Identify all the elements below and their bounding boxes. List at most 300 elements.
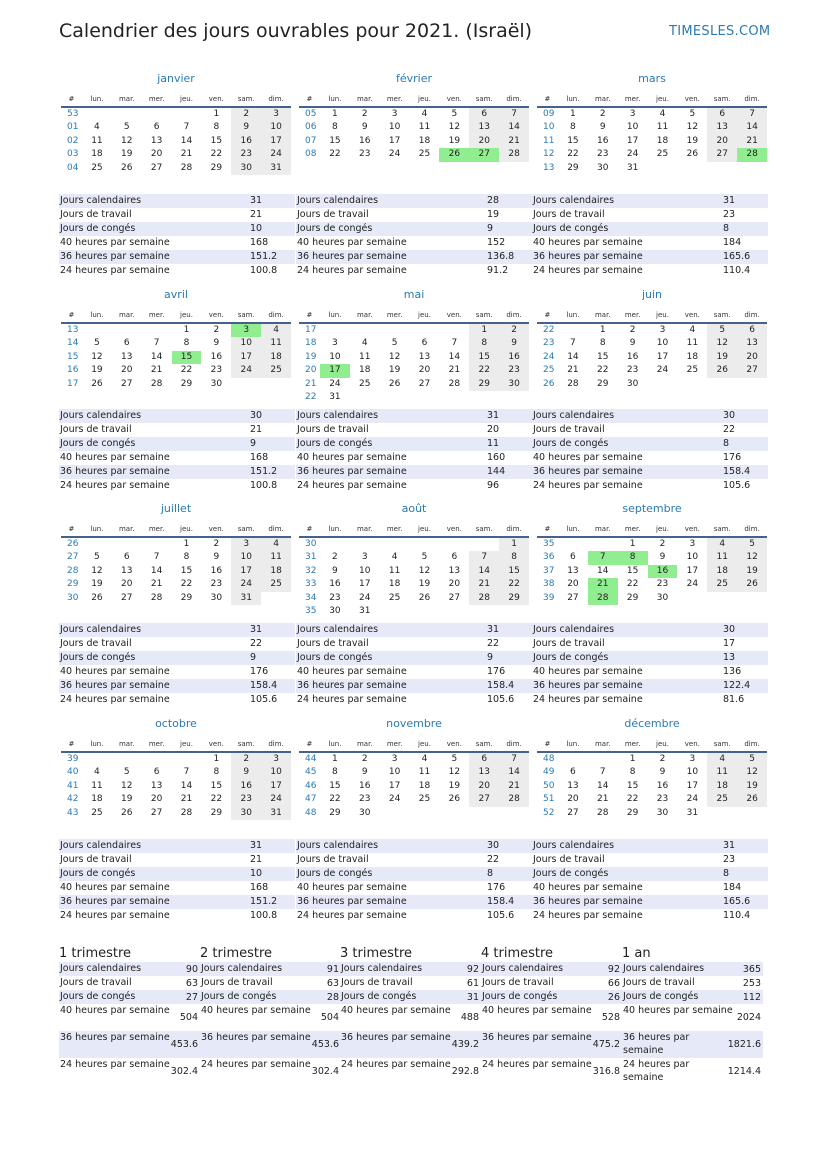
day-cell[interactable]: 26 [121, 162, 133, 173]
day-cell[interactable]: 27 [469, 793, 499, 806]
day-cell[interactable]: 16 [359, 780, 371, 791]
day-cell[interactable]: 2 [213, 325, 220, 335]
day-cell[interactable]: 6 [421, 338, 428, 349]
day-cell[interactable]: 21 [567, 365, 579, 376]
day-cell[interactable]: 25 [707, 793, 737, 806]
day-cell[interactable]: 12 [121, 780, 133, 791]
day-cell[interactable]: 10 [686, 552, 699, 563]
day-cell[interactable] [499, 391, 529, 404]
day-cell[interactable]: 13 [567, 565, 579, 576]
day-cell[interactable]: 14 [180, 135, 193, 146]
day-cell[interactable]: 9 [499, 337, 529, 350]
day-cell[interactable]: 19 [707, 351, 737, 364]
day-cell[interactable] [737, 378, 767, 391]
day-cell[interactable]: 4 [707, 538, 737, 551]
day-cell[interactable]: 17 [388, 780, 401, 791]
day-cell[interactable]: 29 [210, 162, 223, 173]
day-cell[interactable]: 4 [261, 538, 291, 551]
day-cell[interactable] [469, 605, 499, 618]
day-cell[interactable]: 27 [737, 364, 767, 377]
day-cell[interactable]: 3 [659, 325, 666, 335]
day-cell[interactable]: 7 [588, 551, 618, 564]
day-cell[interactable]: 21 [737, 135, 767, 148]
day-cell[interactable]: 16 [329, 579, 341, 590]
day-cell[interactable] [439, 807, 469, 820]
day-cell[interactable] [677, 592, 707, 605]
day-cell[interactable]: 8 [213, 767, 220, 778]
day-cell[interactable]: 11 [418, 122, 431, 133]
day-cell[interactable]: 31 [359, 605, 371, 616]
day-cell[interactable] [558, 753, 588, 766]
day-cell[interactable] [82, 108, 112, 121]
day-cell[interactable]: 4 [261, 324, 291, 337]
day-cell[interactable]: 22 [567, 149, 579, 160]
day-cell[interactable]: 13 [469, 121, 499, 134]
day-cell[interactable]: 21 [448, 365, 461, 376]
day-cell[interactable]: 23 [597, 149, 609, 160]
day-cell[interactable]: 15 [469, 351, 499, 364]
day-cell[interactable]: 26 [448, 794, 461, 805]
day-cell[interactable]: 4 [94, 122, 100, 133]
day-cell[interactable] [677, 378, 707, 391]
day-cell[interactable]: 19 [737, 780, 767, 793]
day-cell[interactable]: 5 [391, 338, 398, 349]
day-cell[interactable]: 3 [332, 338, 338, 349]
day-cell[interactable]: 17 [626, 135, 639, 146]
day-cell[interactable]: 13 [121, 351, 133, 362]
day-cell[interactable]: 30 [656, 592, 669, 603]
day-cell[interactable]: 15 [172, 351, 202, 364]
day-cell[interactable]: 8 [332, 122, 338, 133]
day-cell[interactable]: 30 [499, 378, 529, 391]
day-cell[interactable]: 7 [153, 338, 160, 349]
day-cell[interactable]: 28 [737, 148, 767, 161]
day-cell[interactable]: 6 [707, 108, 737, 121]
day-cell[interactable]: 17 [320, 364, 350, 377]
day-cell[interactable]: 12 [418, 565, 431, 576]
day-cell[interactable]: 29 [469, 378, 499, 391]
day-cell[interactable]: 7 [469, 551, 499, 564]
day-cell[interactable]: 11 [707, 551, 737, 564]
day-cell[interactable]: 28 [150, 592, 163, 603]
day-cell[interactable]: 10 [261, 121, 291, 134]
day-cell[interactable] [707, 378, 737, 391]
day-cell[interactable]: 12 [121, 135, 133, 146]
day-cell[interactable]: 7 [183, 122, 190, 133]
day-cell[interactable] [350, 324, 380, 337]
day-cell[interactable] [558, 538, 588, 551]
day-cell[interactable]: 24 [231, 578, 261, 591]
day-cell[interactable]: 28 [180, 807, 193, 818]
day-cell[interactable]: 20 [150, 794, 163, 805]
day-cell[interactable] [499, 605, 529, 618]
day-cell[interactable]: 19 [121, 149, 133, 160]
day-cell[interactable]: 12 [91, 351, 103, 362]
day-cell[interactable]: 12 [707, 337, 737, 350]
day-cell[interactable]: 21 [180, 794, 193, 805]
day-cell[interactable] [439, 538, 469, 551]
day-cell[interactable] [410, 391, 440, 404]
day-cell[interactable]: 7 [737, 108, 767, 121]
day-cell[interactable]: 29 [626, 592, 639, 603]
day-cell[interactable]: 14 [597, 565, 609, 576]
day-cell[interactable]: 21 [469, 578, 499, 591]
day-cell[interactable]: 5 [94, 338, 100, 349]
day-cell[interactable]: 12 [737, 766, 767, 779]
day-cell[interactable]: 3 [231, 324, 261, 337]
day-cell[interactable]: 12 [91, 565, 103, 576]
day-cell[interactable]: 4 [707, 753, 737, 766]
day-cell[interactable] [469, 391, 499, 404]
day-cell[interactable]: 18 [261, 565, 291, 578]
day-cell[interactable] [112, 324, 142, 337]
day-cell[interactable]: 30 [359, 807, 371, 818]
day-cell[interactable] [410, 538, 440, 551]
day-cell[interactable]: 8 [499, 551, 529, 564]
day-cell[interactable]: 15 [499, 565, 529, 578]
day-cell[interactable]: 25 [91, 807, 103, 818]
day-cell[interactable]: 3 [391, 754, 398, 764]
day-cell[interactable]: 9 [231, 121, 261, 134]
day-cell[interactable]: 20 [707, 135, 737, 148]
day-cell[interactable]: 6 [469, 108, 499, 121]
day-cell[interactable]: 24 [359, 592, 371, 603]
day-cell[interactable]: 27 [448, 592, 461, 603]
day-cell[interactable]: 23 [626, 365, 639, 376]
day-cell[interactable] [380, 605, 410, 618]
day-cell[interactable]: 2 [499, 324, 529, 337]
day-cell[interactable]: 2 [659, 539, 666, 549]
day-cell[interactable]: 12 [388, 351, 401, 362]
day-cell[interactable]: 17 [231, 565, 261, 578]
day-cell[interactable]: 10 [388, 767, 401, 778]
day-cell[interactable] [737, 592, 767, 605]
day-cell[interactable]: 9 [659, 767, 666, 778]
day-cell[interactable]: 14 [567, 351, 579, 362]
day-cell[interactable]: 10 [231, 337, 261, 350]
day-cell[interactable]: 9 [213, 552, 220, 563]
day-cell[interactable]: 13 [418, 351, 431, 362]
day-cell[interactable]: 20 [469, 780, 499, 793]
brand-link[interactable]: TIMESLES.COM [669, 24, 771, 39]
day-cell[interactable] [439, 391, 469, 404]
day-cell[interactable]: 31 [626, 162, 639, 173]
day-cell[interactable]: 23 [656, 579, 669, 590]
day-cell[interactable]: 6 [153, 767, 160, 778]
day-cell[interactable]: 29 [180, 592, 193, 603]
day-cell[interactable]: 20 [567, 794, 579, 805]
day-cell[interactable]: 14 [597, 780, 609, 791]
day-cell[interactable]: 20 [737, 351, 767, 364]
day-cell[interactable]: 16 [359, 135, 371, 146]
day-cell[interactable]: 3 [361, 552, 368, 563]
day-cell[interactable] [410, 324, 440, 337]
day-cell[interactable]: 28 [448, 378, 461, 389]
day-cell[interactable]: 15 [329, 780, 341, 791]
day-cell[interactable]: 28 [567, 378, 579, 389]
day-cell[interactable]: 1 [629, 754, 636, 764]
day-cell[interactable]: 26 [707, 364, 737, 377]
day-cell[interactable] [648, 162, 678, 175]
day-cell[interactable] [142, 324, 172, 337]
day-cell[interactable]: 16 [210, 565, 223, 576]
day-cell[interactable]: 30 [231, 162, 261, 175]
day-cell[interactable]: 19 [418, 579, 431, 590]
day-cell[interactable]: 8 [618, 551, 648, 564]
day-cell[interactable]: 6 [737, 324, 767, 337]
day-cell[interactable]: 11 [261, 551, 291, 564]
day-cell[interactable]: 6 [123, 552, 130, 563]
day-cell[interactable]: 8 [332, 767, 338, 778]
day-cell[interactable]: 16 [231, 780, 261, 793]
day-cell[interactable]: 19 [448, 135, 461, 146]
day-cell[interactable] [82, 538, 112, 551]
day-cell[interactable]: 28 [499, 793, 529, 806]
day-cell[interactable]: 16 [626, 351, 639, 362]
day-cell[interactable]: 30 [597, 162, 609, 173]
day-cell[interactable]: 6 [570, 767, 576, 778]
day-cell[interactable]: 21 [588, 578, 618, 591]
day-cell[interactable] [350, 391, 380, 404]
day-cell[interactable]: 3 [689, 754, 696, 764]
day-cell[interactable]: 19 [91, 365, 103, 376]
day-cell[interactable]: 11 [656, 122, 669, 133]
day-cell[interactable]: 29 [180, 378, 193, 389]
day-cell[interactable]: 8 [599, 338, 606, 349]
day-cell[interactable]: 23 [210, 579, 223, 590]
day-cell[interactable]: 20 [469, 135, 499, 148]
day-cell[interactable]: 14 [448, 351, 461, 362]
day-cell[interactable]: 2 [599, 109, 606, 119]
day-cell[interactable] [558, 324, 588, 337]
day-cell[interactable]: 17 [388, 135, 401, 146]
day-cell[interactable]: 28 [180, 162, 193, 173]
day-cell[interactable]: 16 [656, 780, 669, 791]
day-cell[interactable]: 15 [180, 565, 193, 576]
day-cell[interactable]: 26 [388, 378, 401, 389]
day-cell[interactable]: 14 [150, 351, 163, 362]
day-cell[interactable]: 25 [359, 378, 371, 389]
day-cell[interactable] [737, 807, 767, 820]
day-cell[interactable]: 29 [626, 807, 639, 818]
day-cell[interactable]: 5 [689, 109, 696, 119]
day-cell[interactable]: 1 [599, 325, 606, 335]
day-cell[interactable]: 11 [707, 766, 737, 779]
day-cell[interactable]: 10 [359, 565, 371, 576]
day-cell[interactable] [172, 753, 202, 766]
day-cell[interactable]: 1 [469, 324, 499, 337]
day-cell[interactable]: 31 [329, 391, 341, 402]
day-cell[interactable]: 10 [231, 551, 261, 564]
day-cell[interactable]: 11 [91, 780, 103, 791]
day-cell[interactable]: 2 [231, 108, 261, 121]
day-cell[interactable]: 1 [213, 109, 220, 119]
day-cell[interactable]: 24 [329, 378, 341, 389]
day-cell[interactable] [469, 538, 499, 551]
day-cell[interactable]: 6 [451, 552, 458, 563]
day-cell[interactable]: 5 [451, 109, 458, 119]
day-cell[interactable]: 10 [261, 766, 291, 779]
day-cell[interactable]: 27 [150, 162, 163, 173]
day-cell[interactable]: 11 [359, 351, 371, 362]
day-cell[interactable]: 23 [231, 148, 261, 161]
day-cell[interactable]: 14 [469, 565, 499, 578]
day-cell[interactable]: 26 [91, 378, 103, 389]
day-cell[interactable]: 26 [737, 578, 767, 591]
day-cell[interactable]: 3 [261, 753, 291, 766]
day-cell[interactable]: 15 [626, 780, 639, 791]
day-cell[interactable] [172, 108, 202, 121]
day-cell[interactable]: 19 [737, 565, 767, 578]
day-cell[interactable]: 4 [421, 109, 428, 119]
day-cell[interactable] [707, 592, 737, 605]
day-cell[interactable]: 27 [469, 148, 499, 161]
day-cell[interactable]: 18 [418, 780, 431, 791]
day-cell[interactable]: 7 [599, 767, 606, 778]
day-cell[interactable]: 17 [359, 579, 371, 590]
day-cell[interactable]: 2 [231, 753, 261, 766]
day-cell[interactable] [112, 108, 142, 121]
day-cell[interactable] [142, 108, 172, 121]
day-cell[interactable]: 19 [686, 135, 699, 146]
day-cell[interactable]: 24 [656, 365, 669, 376]
day-cell[interactable]: 27 [150, 807, 163, 818]
day-cell[interactable]: 23 [231, 793, 261, 806]
day-cell[interactable]: 1 [213, 754, 220, 764]
day-cell[interactable] [261, 592, 291, 605]
day-cell[interactable]: 27 [707, 148, 737, 161]
day-cell[interactable]: 28 [499, 148, 529, 161]
day-cell[interactable]: 30 [626, 378, 639, 389]
day-cell[interactable]: 2 [659, 754, 666, 764]
day-cell[interactable]: 7 [153, 552, 160, 563]
day-cell[interactable]: 27 [567, 592, 579, 603]
day-cell[interactable] [410, 605, 440, 618]
day-cell[interactable]: 14 [180, 780, 193, 791]
day-cell[interactable]: 22 [499, 578, 529, 591]
day-cell[interactable]: 28 [150, 378, 163, 389]
day-cell[interactable]: 6 [570, 552, 576, 563]
day-cell[interactable] [410, 807, 440, 820]
day-cell[interactable]: 6 [469, 753, 499, 766]
day-cell[interactable]: 22 [626, 794, 639, 805]
day-cell[interactable]: 25 [91, 162, 103, 173]
day-cell[interactable]: 2 [361, 109, 368, 119]
day-cell[interactable]: 25 [388, 592, 401, 603]
day-cell[interactable]: 31 [686, 807, 699, 818]
day-cell[interactable]: 1 [570, 109, 576, 119]
day-cell[interactable] [142, 538, 172, 551]
day-cell[interactable]: 11 [261, 337, 291, 350]
day-cell[interactable]: 12 [448, 767, 461, 778]
day-cell[interactable]: 16 [648, 565, 678, 578]
day-cell[interactable] [112, 753, 142, 766]
day-cell[interactable]: 10 [626, 122, 639, 133]
day-cell[interactable] [707, 162, 737, 175]
day-cell[interactable]: 22 [626, 579, 639, 590]
day-cell[interactable]: 22 [210, 794, 223, 805]
day-cell[interactable]: 20 [121, 579, 133, 590]
day-cell[interactable]: 21 [180, 149, 193, 160]
day-cell[interactable]: 17 [686, 780, 699, 791]
day-cell[interactable]: 27 [121, 378, 133, 389]
day-cell[interactable]: 17 [231, 351, 261, 364]
day-cell[interactable]: 10 [329, 351, 341, 362]
day-cell[interactable]: 17 [656, 351, 669, 362]
day-cell[interactable]: 18 [707, 780, 737, 793]
day-cell[interactable]: 20 [567, 579, 579, 590]
day-cell[interactable]: 5 [123, 767, 130, 778]
day-cell[interactable]: 24 [261, 148, 291, 161]
day-cell[interactable]: 28 [597, 807, 609, 818]
day-cell[interactable]: 27 [418, 378, 431, 389]
day-cell[interactable]: 24 [626, 149, 639, 160]
day-cell[interactable] [439, 605, 469, 618]
day-cell[interactable]: 16 [499, 351, 529, 364]
day-cell[interactable] [588, 753, 618, 766]
day-cell[interactable]: 29 [329, 807, 341, 818]
day-cell[interactable] [350, 538, 380, 551]
day-cell[interactable]: 22 [180, 579, 193, 590]
day-cell[interactable]: 9 [213, 338, 220, 349]
day-cell[interactable]: 25 [261, 578, 291, 591]
day-cell[interactable]: 31 [231, 592, 261, 605]
day-cell[interactable]: 4 [361, 338, 368, 349]
day-cell[interactable]: 31 [261, 807, 291, 820]
day-cell[interactable]: 30 [656, 807, 669, 818]
day-cell[interactable] [320, 324, 350, 337]
day-cell[interactable]: 19 [388, 365, 401, 376]
day-cell[interactable]: 21 [499, 780, 529, 793]
day-cell[interactable]: 8 [629, 767, 636, 778]
day-cell[interactable]: 9 [332, 565, 338, 576]
day-cell[interactable]: 7 [451, 338, 458, 349]
day-cell[interactable]: 31 [261, 162, 291, 175]
day-cell[interactable]: 13 [448, 565, 461, 576]
day-cell[interactable]: 21 [499, 135, 529, 148]
day-cell[interactable]: 18 [388, 579, 401, 590]
day-cell[interactable]: 29 [597, 378, 609, 389]
day-cell[interactable]: 22 [469, 364, 499, 377]
day-cell[interactable]: 13 [567, 780, 579, 791]
day-cell[interactable]: 12 [686, 122, 699, 133]
day-cell[interactable]: 23 [359, 794, 371, 805]
day-cell[interactable]: 9 [599, 122, 606, 133]
day-cell[interactable]: 15 [210, 135, 223, 146]
day-cell[interactable]: 19 [448, 780, 461, 791]
day-cell[interactable]: 26 [737, 793, 767, 806]
day-cell[interactable]: 2 [332, 552, 338, 563]
day-cell[interactable]: 1 [183, 325, 190, 335]
day-cell[interactable]: 4 [391, 552, 398, 563]
day-cell[interactable]: 28 [469, 592, 499, 605]
day-cell[interactable]: 22 [210, 149, 223, 160]
day-cell[interactable]: 9 [361, 767, 368, 778]
day-cell[interactable]: 3 [689, 539, 696, 549]
day-cell[interactable]: 9 [231, 766, 261, 779]
day-cell[interactable]: 15 [626, 565, 639, 576]
day-cell[interactable]: 23 [210, 365, 223, 376]
day-cell[interactable] [588, 538, 618, 551]
day-cell[interactable]: 29 [210, 807, 223, 818]
day-cell[interactable]: 30 [210, 592, 223, 603]
day-cell[interactable] [380, 807, 410, 820]
day-cell[interactable] [142, 753, 172, 766]
day-cell[interactable]: 20 [121, 365, 133, 376]
day-cell[interactable]: 26 [121, 807, 133, 818]
day-cell[interactable]: 8 [183, 552, 190, 563]
day-cell[interactable]: 4 [659, 109, 666, 119]
